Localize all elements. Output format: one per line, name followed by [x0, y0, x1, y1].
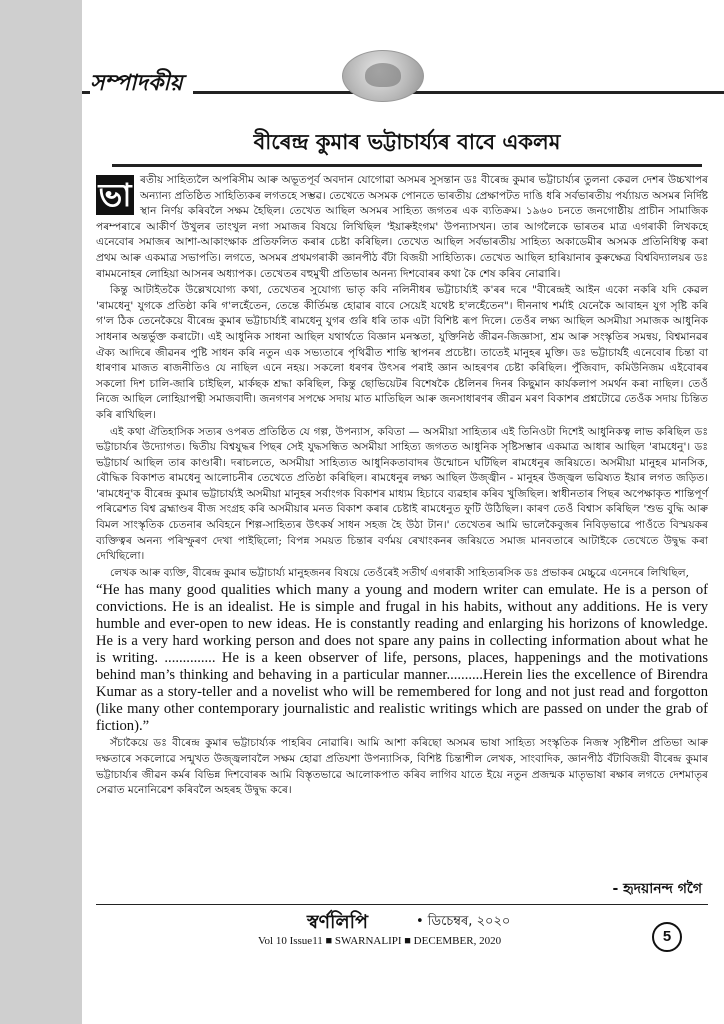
page-number: 5 [652, 922, 682, 952]
article-body [96, 173, 708, 800]
left-gutter [0, 0, 82, 1024]
header-emblem-image [342, 50, 424, 102]
footer-rule [96, 904, 708, 905]
paragraph-3: এই কথা ঐতিহাসিক সত্যৰ ওপৰত প্ৰতিষ্ঠিত যে গল্প, উপন্যাস, কবিতা — অসমীয়া সাহিত্যৰ এই তিনিওটা দিশেই আধুনিকত্ব লাভ কৰিছিল ডঃ ভট্টাচাৰ্য্যৰ উদ্যোগত। দ্বিতীয় বিশ্বযুদ্ধৰ পিছৰ সেই যুদ্ধসন্ধিত অসমীয়া সাহিত্য জগতত আধুনিক সৃষ্টিসম্ভাৰ একমাত্ৰ আধাৰ আছিল 'ৰামধেনু'। ডঃ ভট্টাচাৰ্য আছিল তাৰ কাণ্ডাৰী। দৰাচলতে, অসমীয়া সাহিত্যত আধুনিকতাবাদৰ উন্মোচন ঘটিছিল ৰামধেনুৰ জৰিয়তে। অসমীয়া মানুহৰ মানসিক, বৌদ্ধিক বিকাশত ৰামধেনু আলোচনীৰ তেখেতে প্ৰতিষ্ঠা কৰিছিল। ৰামধেনুৰ লক্ষ্য আছিল উজ্জ্বীন - মানুহৰ উজ্জ্বল ভৱিষ্যত ইয়াৰ লগত জড়িত। 'ৰামধেনু'ক বীৰেন্দ্ৰ কুমাৰ ভট্টাচাৰ্য্যই অসমীয়া মানুহৰ সৰ্বাংগক বিকাশৰ মাধ্যম হিচাবে ব্যৱহাৰ কৰিব খুজিছিল। স্বাধীনতাৰ পিছৰ অপেক্ষাকৃত শান্তিপূৰ্ণ পৰিৱেশত বিশ্ব ব্ৰহ্মাণ্ডৰ বীজ সংগ্ৰহ কৰি অসমীয়াৰ মনত বিকাশ কৰাৰ চেষ্টাই ৰামধেনুত ফুটি উঠিছিল। কাৰণ তেওঁ বিশ্বাস কৰিছিল 'শুভ বুদ্ধি আৰু বিমল সাংস্কৃতিক চেতনাৰ অবিহনে শিল্প-সাহিত্যৰ উৎকৰ্ষ সাধন সহজ হৈ উঠা টান।' তেখেতৰ আমি ভালেকৈবুজৰ নিবিড়ভাৱে পাওঁতে বিস্ময়কৰ ব্যক্তিত্বৰ অনন্য পৰিস্ফুৰণ দেখা পাইছিলো; বিপন্ন সময়ত চিন্তাৰ বৰ্ণময় ৰেখাংকনৰ জৰিয়তে সমাজ মানবতাৰে আটাইকে তেখেতে উদ্বুদ্ধ কৰা দেখিছিলো। [96, 425, 708, 563]
section-header [82, 66, 724, 112]
headline: বীৰেন্দ্ৰ কুমাৰ ভট্টাচাৰ্য্যৰ বাবে একলম [253, 130, 561, 154]
page [82, 0, 724, 1024]
paragraph-1 [96, 173, 708, 282]
issue-meta: Vol 10 Issue11 ■ SWARNALIPI ■ DECEMBER, 2020 [258, 935, 502, 947]
paragraph-text: ৰতীয় সাহিত্যলৈ অপৰিসীম আৰু অভূতপূৰ্ব অবদান যোগোৱা অসমৰ সুসন্তান ডঃ বীৰেন্দ্ৰ কুমাৰ ভট্টাচাৰ্য্যৰ তুলনা কেৱল দেশৰ উচ্চখাপৰ অন্যান্য প্ৰতিষ্ঠিত সাহিত্যিকৰ লগতহে সম্ভৱ। তেখেতে অসমক পোনতে ভাৰতীয় প্ৰেক্ষাপটত দাঙি ধৰি সৰ্বভাৰতীয় পৰ্য্যায়ত অসমৰ নিৰ্দিষ্ট স্থান নিৰ্ণয় কৰিবলৈ সক্ষম হৈছিল। তেখেত আছিল অসমৰ সাহিত্য জগতৰ এক ব্যতিক্ৰম। ১৯৬০ চনতে জনগোষ্ঠীয় প্ৰাচীন সামাজিক পৰম্পৰাৰে আকীৰ্ণ উখুলৰ তাংখুল নগা সমাজৰ বিষয়ে লিখিছিল 'ইয়াৰুইংগম' উপন্যাসখন। তাৰ আগলৈকে ভাৰতৰ মাত্ৰ এগৰাকী লিখকহে এনেবোৰ সমাজৰ আশা-আকাংক্ষাক প্ৰতিফলিত কৰাৰ চেষ্টা কৰিছিল। তেখেত আছিল সৰ্বভাৰতীয় সাহিত্য অকাডেমীৰ অসমক প্ৰতিনিধিত্ব কৰা প্ৰথম আৰু একমাত্ৰ সভাপতি। লগতে, অসমৰ প্ৰথমগৰাকী জ্ঞানপীঠ বঁটা বিজয়ী সাহিত্যিক। তেখেত আছিল হাৰিয়ানাৰ কুৰুক্ষেত্ৰ বিশ্ববিদ্যালয়ৰ ডঃ ৰামমনোহৰ লোহিয়া আসনৰ অধ্যাপক। তেখেতৰ বহুমুখী প্ৰতিভাৰ অনন্য দিশবোৰৰ কথা কৈ শেষ কৰিব নোৱাৰি। [96, 174, 708, 280]
dropcap: ভা [96, 175, 134, 215]
magazine-logo: স্বৰ্ণলিপি [307, 911, 368, 933]
issue-date: • ডিচেম্বৰ, ২০২০ [416, 914, 511, 929]
paragraph-4: লেখক আৰু ব্যক্তি, বীৰেন্দ্ৰ কুমাৰ ভট্টাচাৰ্য্য মানুহজনৰ বিষয়ে তেওঁৰেই সতীৰ্থ এগৰাকী সাহিত্যৰসিক ডঃ প্ৰভাকৰ মেচ্চুৱে এনেদৰে লিখিছিল, [110, 566, 690, 579]
closing-paragraph: সঁচাকৈয়ে ডঃ বীৰেন্দ্ৰ কুমাৰ ভট্টাচাৰ্য্যক পাহৰিব নোৱাৰি। আমি আশা কৰিছো অসমৰ ভাষা সাহিত্য সংস্কৃতিক নিজস্ব সৃষ্টিশীল প্ৰতিভা আৰু দক্ষতাৰে সকলোৱে সন্মুখত উজ্জ্বলাবলৈ সক্ষম হোৱা প্ৰতিযশা উপন্যাসিক, বিশিষ্ট চিন্তাশীল লেখক, সাংবাদিক, জ্ঞানপীঠ বঁটাবিজয়ী বীৰেন্দ্ৰ কুমাৰ ভট্টাচাৰ্য্যৰ জীৱন কৰ্মৰ বিভিন্ন দিশবোৰক আমি বিস্তৃতভাৱে আলোকপাত কৰিব লাগিব যাতে ইয়ে নতুন প্ৰজন্মক মাতৃভাষা ৰক্ষাৰ লগতে দেশমাতৃৰ সেৱাত মনোনিৱেশ কৰিবলৈ অহৰহ উদ্বুদ্ধ কৰে। [96, 737, 708, 797]
section-title: সম্পাদকীয় [90, 66, 193, 103]
english-quote: “He has many good qualities which many a young and modern writer can emulate. He is a person of convictions. He is an idealist. He is simple and frugal in his habits, without any additions. He is very humble and ever-open to new ideas. He is constantly reading and enlarging his horizons of knowledge. He is a very hard working person and does not spare any pains in collecting information about what he is writing. .............. He is a keen observer of life, persons, places, happenings and the motivations behind man’s thinking and behaving in a particular manner..........Herein lies the excellence of Birendra Kumar as a story-teller and a novelist who will be remembered for long and not just read and forgotton (like many other contemporary journalistic and realistic writings which are passed on under the grab of fiction).” [96, 582, 708, 735]
paragraph-2: কিন্তু আটাইতকৈ উল্লেখযোগ্য কথা, তেখেতৰ সুযোগ্য ভাতৃ কবি নলিনীধৰ ভট্টাচাৰ্য্যই ক'ৰৰ দৰে "বীৰেন্দ্ৰই আইন একো নকৰি যদি কেৱল 'ৰামধেনু' যুগকে প্ৰতিষ্ঠা কৰি গ'লহেঁতেন, তেন্তে কীৰ্তিমন্ত হোৱাৰ বাবে সেয়েই যথেষ্ট হ'লহেঁতেন"। দীননাথ শৰ্মাই যেনেকৈ আবাহন যুগ সৃষ্টি কৰি গ'ল ঠিক তেনেকৈয়ে বীৰেন্দ্ৰ কুমাৰ ভট্টাচাৰ্য্যই ৰামধেনু যুগৰ গুৰি ধৰি তাক এটা বিশিষ্ট ৰূপ দিলে। তেওঁৰ লক্ষ্য আছিল অসমীয়া সমাজক আধুনিক সাধনাৰ অন্তৰ্ভুক্ত কৰাটো। এই আধুনিক সাধনা আছিল যথাৰ্থতে বিজ্ঞান মনস্কতা, যুক্তিনিষ্ঠ জীৱন-জিজ্ঞাসা, শ্ৰম আৰু সংস্কৃতিৰ সমন্বয়, বিশ্বমানৱৰ ঐক্য আদিৰে জীৱনৰ পুষ্টি সাধন কৰি নতুন এক সভ্যতাৰে পৃথিৱীত শান্তি স্থাপনৰ প্ৰচেষ্টা। তাতেই মানুহৰ মুক্তি। ডঃ ভট্টাচাৰ্যই এনেবোৰ চিন্তা বা ধাৰণাৰ মাজত ৰাজনীতিও যে নাছিল এনে নহয়। সকলো ধৰণৰ উৎসৰ পৰাই জ্ঞান আহৰণৰ চেষ্টা কৰিছিল। পুঁজিবাদ, কমিউনিজম এইবোৰৰ সকলো দিশ চালি-জাৰি চাইছিল, মাৰ্কছক শ্ৰদ্ধা কৰিছিল, কিন্তু ছোভিয়েটৰ বিশেষকৈ ষ্টেলিনৰ দিনৰ কিছুমান কাৰ্যকলাপ সমৰ্থন কৰা নাছিল। তেওঁ নিজে আছিল লোহিয়াপন্থী সমাজবাদী। জনগণৰ সপক্ষে সদায় মাত মাতিছিল আৰু জনসাধাৰণৰ জীৱন মৰণ বিকাশৰ প্ৰশ্নটোৱে তেওঁক সদায় চিন্তিত কৰি ৰাখিছিল। [96, 284, 708, 421]
headline-block [112, 124, 702, 167]
author-signature: - হৃদয়ানন্দ গগৈ [612, 881, 702, 897]
